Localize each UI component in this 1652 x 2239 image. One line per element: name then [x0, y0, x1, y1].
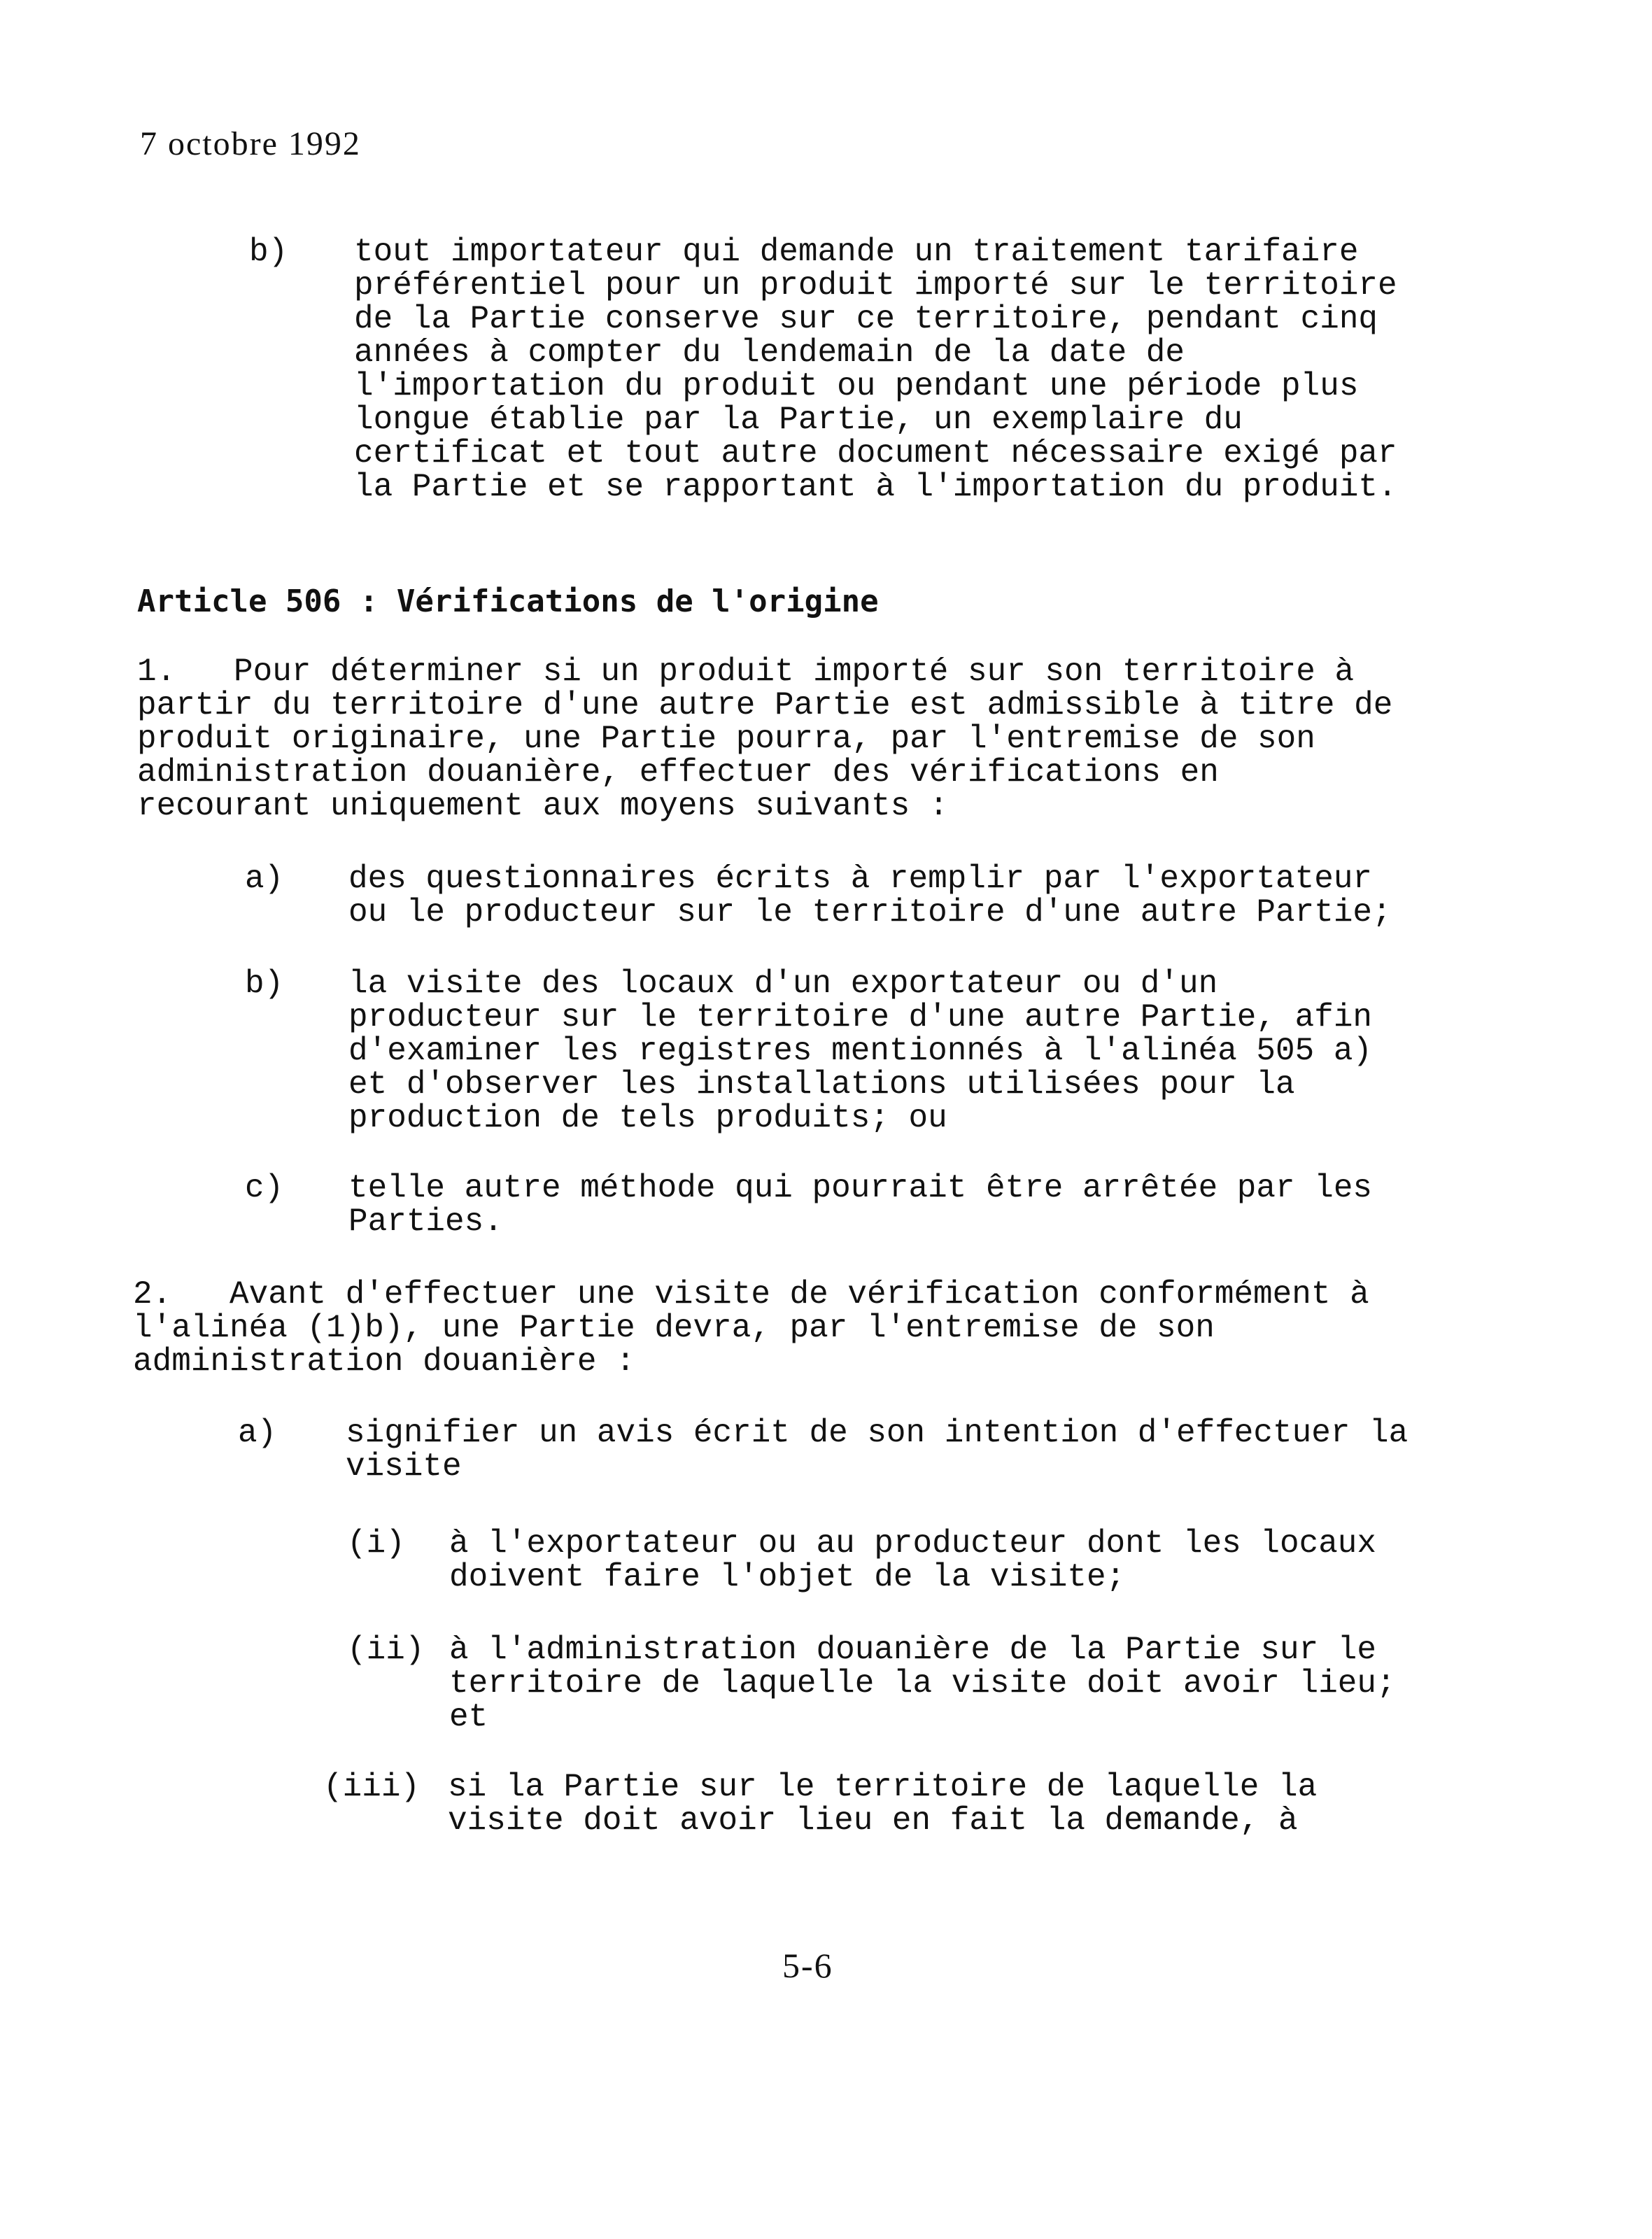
subitem-label-i: (i)	[347, 1525, 405, 1562]
document-date: 7 octobre 1992	[140, 125, 361, 162]
item-label-1c: c)	[245, 1170, 284, 1206]
item-text-1a: des questionnaires écrits à remplir par l'exportateur ou le producteur sur le territoire d'une autre Partie;	[348, 861, 1392, 931]
item-label-1a: a)	[245, 861, 284, 897]
item-text-b: tout importateur qui demande un traitement tarifaire préférentiel pour un produit importé sur le territoire de la Partie conserve sur ce territoire, pendant cinq années à compter du lendemain de la date de l'importation du produit ou pendant une période plus longue établie par la Partie, un exemplaire du certificat et tout autre document nécessaire exigé par la Partie et se rapportant à l'importation du produit.	[354, 234, 1397, 505]
item-label-2a: a)	[238, 1415, 277, 1451]
item-text-2a: signifier un avis écrit de son intention d'effectuer la visite	[346, 1415, 1409, 1485]
subitem-text-i: à l'exportateur ou au producteur dont les locaux doivent faire l'objet de la visite;	[449, 1525, 1377, 1595]
subitem-label-iii: (iii)	[323, 1769, 421, 1805]
item-label-1b: b)	[245, 966, 284, 1002]
subitem-label-ii: (ii)	[347, 1632, 425, 1668]
paragraph-1: 1. Pour déterminer si un produit importé sur son territoire à partir du territoire d'une autre Partie est admissible à titre de produit originaire, une Partie pourra, par l'entremise de son administration douanière, effectuer des vérifications en recourant uniquement aux moyens suivants :	[137, 654, 1393, 824]
item-text-1c: telle autre méthode qui pourrait être arrêtée par les Parties.	[348, 1170, 1373, 1240]
page-number: 5-6	[782, 1946, 833, 1985]
item-label-b: b)	[249, 234, 288, 270]
subitem-text-iii: si la Partie sur le territoire de laquelle la visite doit avoir lieu en fait la demande, à	[448, 1769, 1318, 1839]
subitem-text-ii: à l'administration douanière de la Partie sur le territoire de laquelle la visite doit avoir lieu; et	[449, 1632, 1396, 1735]
paragraph-2: 2. Avant d'effectuer une visite de vérification conformément à l'alinéa (1)b), une Partie devra, par l'entremise de son administration douanière :	[133, 1276, 1369, 1380]
item-text-1b: la visite des locaux d'un exportateur ou d'un producteur sur le territoire d'une autre Partie, afin d'examiner les registres mentionnés à l'alinéa 505 a) et d'observer les installations utilisées pour la production de tels produits; ou	[348, 966, 1373, 1136]
article-heading: Article 506 : Vérifications de l'origine	[137, 584, 879, 619]
